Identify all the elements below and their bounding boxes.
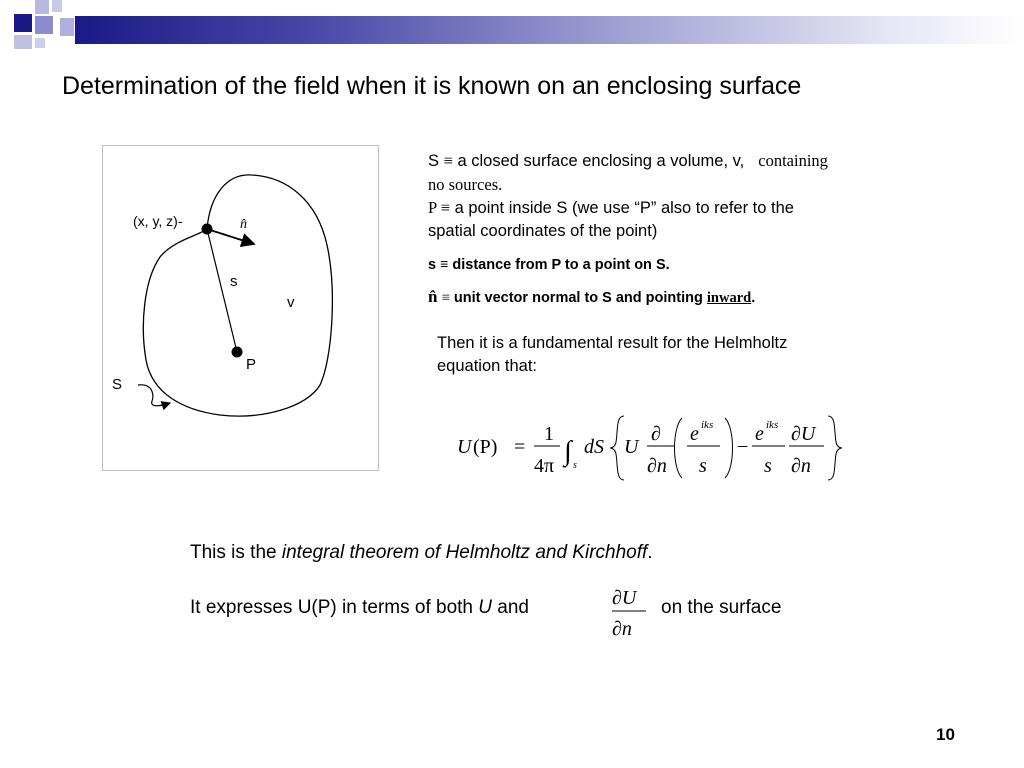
surface-symbol: S [428,152,444,170]
normal-definition-text: unit vector normal to S and pointing [449,290,707,306]
theorem-name: integral theorem of Helmholtz and Kirchhoff [281,542,648,563]
expression-prefix: It expresses U(P) in terms of both [190,597,479,618]
frac-num: ∂U [612,587,637,609]
result-intro-line2: equation that: [437,357,537,375]
expression-and: and [492,597,529,618]
normal-vector-label: n̂ [240,217,247,232]
normal-definition-end: . [751,290,756,306]
equiv-symbol: ≡ [440,257,449,273]
eq-dn2: ∂n [791,455,811,477]
eq-dS: dS [584,436,604,458]
surface-definition-line2: no sources. [428,175,503,194]
page-number: 10 [936,725,955,744]
result-intro [437,332,787,378]
eq-integral: ∫ [564,436,572,467]
interior-point-dot [232,347,243,358]
eq-equals: = [514,436,526,458]
eq-s2: s [764,455,772,477]
eq-frac-den: 4π [534,455,555,477]
eq-right-paren [725,418,733,478]
theorem-statement [190,542,653,564]
header-square-light [35,38,45,48]
surface-definition [428,149,828,243]
eq-lhs-P: (P) [473,436,498,458]
helmholtz-kirchhoff-equation [452,408,852,488]
expression-U: U [478,597,492,618]
header-square-light [35,0,49,14]
header-square-medium [35,16,53,34]
expression-suffix: on the surface [661,597,782,618]
point-coordinates-label: (x, y, z)- [133,213,183,229]
eq-lhs-U: U [457,436,472,458]
theorem-prefix: This is the [190,542,282,563]
volume-label: v [287,294,295,311]
eq-e: e [690,423,699,445]
equiv-symbol: ≡ [441,290,450,306]
normal-symbol: n̂ [428,287,442,306]
surface-pointer-arrow [138,385,170,406]
interior-point-label: P [246,356,257,373]
inward-emphasis: inward [706,290,752,306]
eq-partial: ∂ [651,423,661,445]
eq-iks: iks [701,419,714,431]
equiv-symbol: ≡ [443,151,453,170]
distance-definition [428,254,670,277]
point-definition-line1: a point inside S (we use “P” also to refer to the [450,199,794,217]
dU-dn-fraction [608,582,654,642]
normal-definition [428,285,755,310]
equiv-symbol: ≡ [440,198,451,217]
enclosing-surface-curve [143,175,332,416]
eq-dU: ∂U [791,423,816,445]
eq-iks2: iks [766,419,779,431]
eq-frac-num: 1 [544,423,554,445]
surface-definition-text: a closed surface enclosing a volume, v, [452,152,745,170]
point-symbol: P [428,198,441,217]
eq-dn: ∂n [647,455,667,477]
slide-title: Determination of the field when it is known on an enclosing surface [62,72,802,100]
distance-symbol: s [428,257,441,273]
header-square-light [52,0,62,12]
surface-diagram [102,145,379,471]
surface-label: S [112,376,123,393]
expression-statement [190,597,529,619]
distance-label: s [230,273,238,290]
surface-point-dot [202,224,213,235]
header-square-dark [14,14,32,32]
eq-s: s [699,455,707,477]
surface-definition-serif: containing [758,151,828,170]
distance-definition-text: distance from P to a point on S. [448,257,670,273]
eq-U: U [624,436,639,458]
header-gradient-bar [75,16,1024,44]
eq-left-brace [610,416,624,480]
header-square-light [60,18,74,36]
frac-den: ∂n [612,618,632,640]
eq-right-brace [828,416,842,480]
eq-left-paren [675,418,683,478]
result-intro-line1: Then it is a fundamental result for the Helmholtz [437,334,788,352]
point-definition-line2: spatial coordinates of the point) [428,222,658,240]
distance-line [207,229,237,352]
eq-minus: − [737,436,749,458]
eq-e2: e [755,423,764,445]
theorem-suffix: . [647,542,653,563]
header-square-light [14,35,32,49]
eq-integral-sub: s [573,460,577,471]
